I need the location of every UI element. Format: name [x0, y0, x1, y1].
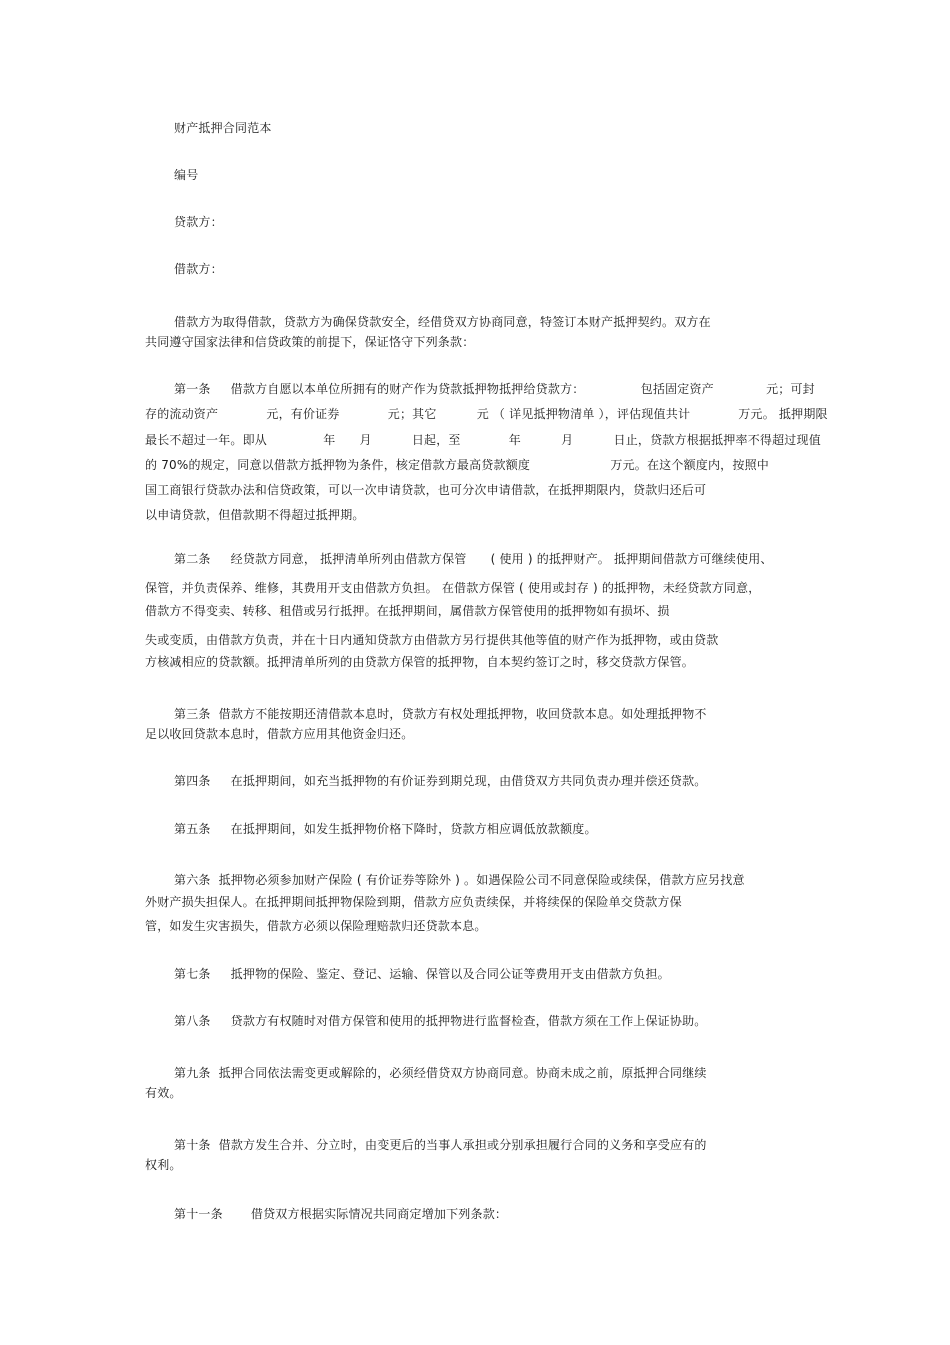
article-6-line-1: 第六条 抵押物必须参加财产保险 ( 有价证券等除外 ) 。如遇保险公司不同意保险或续保，借款方应另找意: [174, 873, 745, 887]
article-3-line-2: 足以收回贷款本息时，借款方应用其他资金归还。: [145, 727, 414, 741]
article-5-line-1: 第五条 在抵押期间，如发生抵押物价格下降时，贷款方相应调低放款额度。: [174, 822, 597, 836]
article-2-line-2: 保管，并负责保养、维修，其费用开支由借款方负担。 在借款方保管 ( 使用或封存 ) 的抵押物，未经贷款方同意，: [145, 581, 761, 595]
article-6-line-2: 外财产损失担保人。在抵押期间抵押物保险到期，借款方应负责续保，并将续保的保险单交贷款方保: [145, 895, 682, 909]
preamble-line-2: 共同遵守国家法律和信贷政策的前提下，保证恪守下列条款：: [145, 335, 475, 349]
article-2-line-1: 第二条 经贷款方同意， 抵押清单所列由借款方保管 ( 使用 ) 的抵押财产。 抵押期间借款方可继续使用、: [174, 552, 773, 566]
article-8-line-1: 第八条 贷款方有权随时对借方保管和使用的抵押物进行监督检查，借款方须在工作上保证协助。: [174, 1014, 707, 1028]
article-6-line-3: 管，如发生灾害损失，借款方必须以保险理赔款归还贷款本息。: [145, 919, 487, 933]
lender-label: 贷款方：: [174, 215, 223, 229]
article-2-line-5: 方核减相应的贷款额。抵押清单所列的由贷款方保管的抵押物，自本契约签订之时，移交贷款方保管。: [145, 655, 695, 669]
article-3-line-1: 第三条 借款方不能按期还清借款本息时，贷款方有权处理抵押物，收回贷款本息。如处理抵押物不: [174, 707, 707, 721]
article-1-line-2: 存的流动资产 元，有价证券 元；其它 元 （ 详见抵押物清单 ），评估现值共计 万元。 抵押期限: [145, 407, 828, 421]
preamble-line-1: 借款方为取得借款，贷款方为确保贷款安全，经借贷双方协商同意，特签订本财产抵押契约。双方在: [174, 315, 711, 329]
article-10-line-2: 权利。: [145, 1158, 182, 1172]
article-9-line-1: 第九条 抵押合同依法需变更或解除的，必须经借贷双方协商同意。协商未成之前，原抵押合同继续: [174, 1066, 707, 1080]
article-1-line-3: 最长不超过一年。即从 年 月 日起，至 年 月 日止，贷款方根据抵押率不得超过现值: [145, 433, 821, 447]
article-4-line-1: 第四条 在抵押期间，如充当抵押物的有价证券到期兑现，由借贷双方共同负责办理并偿还贷款。: [174, 774, 707, 788]
document-title: 财产抵押合同范本: [174, 121, 272, 135]
article-2-line-4: 失或变质，由借款方负责，并在十日内通知贷款方由借款方另行提供其他等值的财产作为抵押物，或由贷款: [145, 633, 719, 647]
borrower-label: 借款方：: [174, 262, 223, 276]
article-1-line-5: 国工商银行贷款办法和信贷政策，可以一次申请贷款，也可分次申请借款，在抵押期限内，贷款归还后可: [145, 483, 707, 497]
article-9-line-2: 有效。: [145, 1086, 182, 1100]
article-1-line-6: 以申请贷款，但借款期不得超过抵押期。: [145, 508, 365, 522]
article-10-line-1: 第十条 借款方发生合并、分立时，由变更后的当事人承担或分别承担履行合同的义务和享受应有的: [174, 1138, 707, 1152]
article-1-line-4: 的 70%的规定，同意以借款方抵押物为条件，核定借款方最高贷款额度 万元。在这个额度内，按照中: [145, 458, 769, 472]
article-1-line-1: 第一条 借款方自愿以本单位所拥有的财产作为贷款抵押物抵押给贷款方： 包括固定资产 元；可封: [174, 382, 815, 396]
article-11-line-1: 第十一条 借贷双方根据实际情况共同商定增加下列条款：: [174, 1207, 508, 1221]
number-label: 编号: [174, 168, 199, 182]
article-2-line-3: 借款方不得变卖、转移、租借或另行抵押。在抵押期间，属借款方保管使用的抵押物如有损坏、损: [145, 604, 670, 618]
article-7-line-1: 第七条 抵押物的保险、鉴定、登记、运输、保管以及合同公证等费用开支由借款方负担。: [174, 967, 670, 981]
